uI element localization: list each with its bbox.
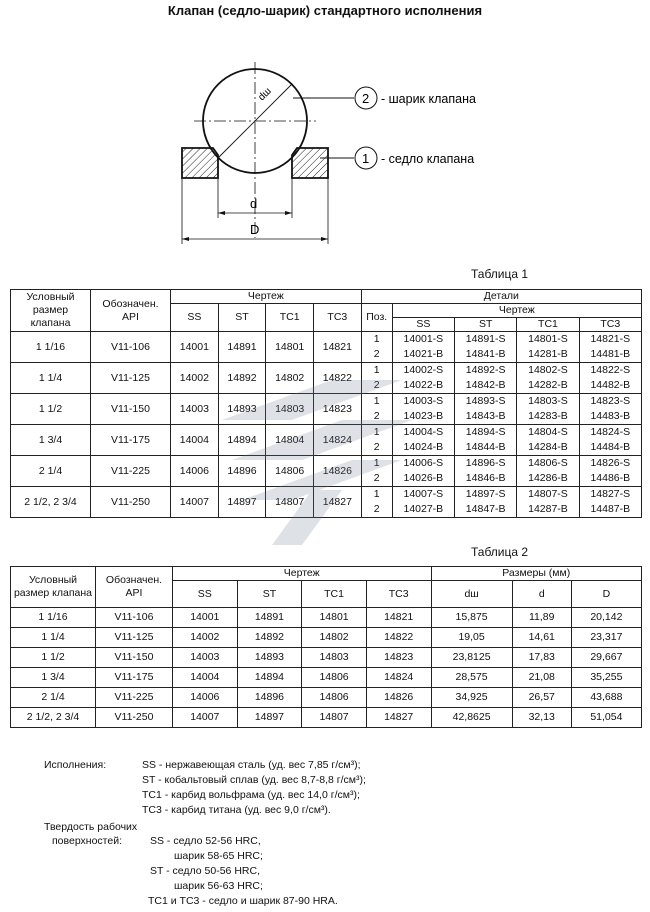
cell-ss: 14007: [171, 487, 219, 518]
cell-ss: 14007: [173, 708, 238, 728]
cell-size: 1 1/4: [11, 628, 96, 648]
cell-size: 1 1/2: [11, 394, 91, 425]
cell-detail-st: [455, 332, 517, 363]
versions-label: Исполнения:: [44, 759, 107, 771]
header-size: Условный размер клапана: [11, 290, 91, 332]
cell-st: 14897: [237, 708, 302, 728]
cell-detail-tc1: [517, 487, 579, 518]
cell-size: 2 1/2, 2 3/4: [11, 708, 96, 728]
header-st: ST: [237, 581, 302, 608]
cell-pos-line: 1: [373, 457, 380, 469]
cell-detail-ss-line: 14026-B: [403, 472, 444, 484]
cell-detail-ss-line: 14007-S: [403, 488, 444, 500]
cell-tc1: 14802: [266, 363, 314, 394]
cell-st: 14894: [218, 425, 266, 456]
cell-pos: [361, 332, 392, 363]
cell-api: V11-125: [96, 628, 173, 648]
cell-detail-st-line: 14897-S: [465, 488, 506, 500]
cell-api: V11-250: [91, 487, 171, 518]
hardness-tc: TC1 и TC3 - седло и шарик 87-90 HRA.: [148, 895, 338, 907]
cell-detail-tc3-line: 14484-B: [590, 441, 631, 453]
header-drawing: Чертеж: [171, 290, 362, 304]
header-ss: SS: [173, 581, 238, 608]
cell-detail-st: [455, 456, 517, 487]
cell-st: 14896: [237, 688, 302, 708]
header-tc1: TC1: [266, 304, 314, 332]
cell-detail-ss-line: 14023-B: [403, 410, 444, 422]
table-row: [11, 688, 642, 708]
cell-detail-st-line: 14842-B: [465, 379, 506, 391]
cell-D: 29,667: [571, 648, 641, 668]
header-details-drawing: Чертеж: [392, 304, 641, 318]
cell-st: 14892: [218, 363, 266, 394]
cell-detail-st-line: 14847-B: [465, 503, 506, 515]
cell-size: 2 1/2, 2 3/4: [11, 487, 91, 518]
header-detail-tc1: TC1: [517, 318, 579, 332]
cell-pos-line: 2: [373, 472, 380, 484]
cell-tc3: 14827: [366, 708, 431, 728]
cell-D: 23,317: [571, 628, 641, 648]
cell-pos: [361, 394, 392, 425]
cell-tc1: 14806: [302, 688, 367, 708]
cell-detail-ss-line: 14001-S: [403, 333, 444, 345]
cell-api: V11-106: [96, 608, 173, 628]
table-row: [11, 648, 642, 668]
cell-tc1: 14807: [266, 487, 314, 518]
table-row: [11, 394, 642, 425]
cell-tc1: 14801: [302, 608, 367, 628]
cell-dw: 19,05: [431, 628, 512, 648]
cell-api: V11-250: [96, 708, 173, 728]
table-row: [11, 425, 642, 456]
table-row: [11, 487, 642, 518]
cell-size: 2 1/4: [11, 456, 91, 487]
cell-detail-tc3: [579, 363, 641, 394]
cell-api: V11-150: [91, 394, 171, 425]
cell-detail-tc3-line: 14486-B: [590, 472, 631, 484]
cell-detail-tc3-line: 14826-S: [590, 457, 631, 469]
cell-detail-st-line: 14892-S: [465, 364, 506, 376]
cell-ss: 14006: [171, 456, 219, 487]
header-dims: Размеры (мм): [431, 567, 642, 581]
cell-detail-ss: [392, 363, 454, 394]
cell-tc1: 14802: [302, 628, 367, 648]
cell-d: 26,57: [512, 688, 571, 708]
label-d: d: [250, 196, 258, 211]
cell-D: 43,688: [571, 688, 641, 708]
table-row: [11, 456, 642, 487]
cell-detail-tc3-line: 14821-S: [590, 333, 631, 345]
cell-tc3: 14824: [314, 425, 362, 456]
cell-api: V11-175: [91, 425, 171, 456]
cell-d: 32,13: [512, 708, 571, 728]
cell-st: 14893: [237, 648, 302, 668]
cell-d: 17,83: [512, 648, 571, 668]
cell-ss: 14003: [171, 394, 219, 425]
cell-detail-ss-line: 14022-B: [403, 379, 444, 391]
cell-detail-st: [455, 363, 517, 394]
cell-pos: [361, 487, 392, 518]
cell-detail-tc3-line: 14481-B: [590, 348, 631, 360]
cell-detail-tc3: [579, 487, 641, 518]
cell-detail-tc1-line: 14803-S: [528, 395, 568, 407]
cell-d: 11,89: [512, 608, 571, 628]
header-D: D: [571, 581, 641, 608]
hardness-st-ball: шарик 56-63 HRC;: [174, 880, 263, 892]
cell-pos: [361, 456, 392, 487]
table-2: [10, 566, 642, 728]
cell-detail-st: [455, 394, 517, 425]
cell-dw: 34,925: [431, 688, 512, 708]
cell-detail-tc1-line: 14801-S: [528, 333, 568, 345]
cell-detail-tc1: [517, 456, 579, 487]
cell-detail-tc1-line: 14287-B: [528, 503, 568, 515]
version-tc3: TC3 - карбид титана (уд. вес 9,0 г/см³).: [142, 804, 331, 816]
cell-tc1: 14803: [302, 648, 367, 668]
cell-detail-st-line: 14896-S: [465, 457, 506, 469]
cell-detail-tc1-line: 14281-B: [528, 348, 568, 360]
hardness-label-2: поверхностей:: [52, 835, 122, 847]
cell-api: V11-125: [91, 363, 171, 394]
cell-detail-tc3-line: 14822-S: [590, 364, 631, 376]
cell-st: 14892: [237, 628, 302, 648]
cell-ss: 14002: [173, 628, 238, 648]
cell-detail-tc3-line: 14483-B: [590, 410, 631, 422]
header-st: ST: [218, 304, 266, 332]
cell-api: V11-225: [91, 456, 171, 487]
header-drawing: Чертеж: [173, 567, 432, 581]
cell-st: 14891: [218, 332, 266, 363]
cell-D: 20,142: [571, 608, 641, 628]
cell-dw: 28,575: [431, 668, 512, 688]
seat-left: [182, 148, 218, 178]
cell-size: 1 3/4: [11, 425, 91, 456]
cell-size: 1 1/16: [11, 332, 91, 363]
callout-1-text: - седло клапана: [381, 152, 475, 166]
header-pos: Поз.: [361, 304, 392, 332]
cell-detail-ss: [392, 456, 454, 487]
cell-detail-tc3: [579, 456, 641, 487]
cell-pos-line: 2: [373, 348, 380, 360]
header-ss: SS: [171, 304, 219, 332]
cell-detail-st-line: 14846-B: [465, 472, 506, 484]
cell-ss: 14001: [171, 332, 219, 363]
cell-size: 1 1/16: [11, 608, 96, 628]
cell-detail-ss-line: 14027-B: [403, 503, 444, 515]
cell-detail-st-line: 14893-S: [465, 395, 506, 407]
cell-detail-tc3: [579, 425, 641, 456]
table2-caption: Таблица 2: [471, 545, 529, 559]
cell-detail-tc3-line: 14827-S: [590, 488, 631, 500]
callout-2-number: 2: [362, 91, 370, 106]
cell-tc3: 14823: [314, 394, 362, 425]
hardness-label-1: Твердость рабочих: [44, 821, 138, 833]
cell-ss: 14004: [173, 668, 238, 688]
cell-pos-line: 1: [373, 426, 380, 438]
cell-detail-ss-line: 14002-S: [403, 364, 444, 376]
cell-detail-tc1-line: 14807-S: [528, 488, 568, 500]
version-tc1: TC1 - карбид вольфрама (уд. вес 14,0 г/см³);: [142, 789, 360, 801]
valve-diagram: [170, 58, 500, 248]
cell-detail-tc1: [517, 332, 579, 363]
cell-detail-tc1-line: 14286-B: [528, 472, 568, 484]
cell-pos: [361, 363, 392, 394]
cell-dw: 15,875: [431, 608, 512, 628]
cell-dw: 42,8625: [431, 708, 512, 728]
cell-st: 14893: [218, 394, 266, 425]
cell-detail-tc3: [579, 394, 641, 425]
cell-detail-tc3: [579, 332, 641, 363]
cell-tc1: 14801: [266, 332, 314, 363]
version-ss: SS - нержавеющая сталь (уд. вес 7,85 г/см³);: [142, 759, 361, 771]
cell-st: 14896: [218, 456, 266, 487]
table-row: [11, 363, 642, 394]
table-row: [11, 668, 642, 688]
cell-tc3: 14827: [314, 487, 362, 518]
cell-detail-tc1: [517, 425, 579, 456]
hardness-st-seat: ST - седло 50-56 HRC,: [150, 865, 260, 877]
hardness-ss-seat: SS - седло 52-56 HRC,: [150, 835, 261, 847]
cell-detail-ss-line: 14004-S: [403, 426, 444, 438]
cell-api: V11-106: [91, 332, 171, 363]
callout-2-text: - шарик клапана: [381, 92, 476, 106]
cell-detail-st-line: 14891-S: [465, 333, 506, 345]
cell-detail-tc1-line: 14284-B: [528, 441, 568, 453]
cell-D: 51,054: [571, 708, 641, 728]
header-api: Обозначен. API: [91, 290, 171, 332]
cell-size: 1 1/2: [11, 648, 96, 668]
cell-detail-ss: [392, 425, 454, 456]
cell-tc3: 14822: [314, 363, 362, 394]
cell-st: 14897: [218, 487, 266, 518]
table1-caption: Таблица 1: [471, 267, 529, 281]
cell-size: 1 1/4: [11, 363, 91, 394]
cell-tc3: 14821: [314, 332, 362, 363]
cell-st: 14891: [237, 608, 302, 628]
table-row: [11, 708, 642, 728]
cell-detail-st-line: 14841-B: [465, 348, 506, 360]
cell-d: 14,61: [512, 628, 571, 648]
table-row: [11, 608, 642, 628]
header-api: Обозначен. API: [96, 567, 173, 608]
cell-tc1: 14803: [266, 394, 314, 425]
cell-d: 21,08: [512, 668, 571, 688]
header-tc3: TC3: [314, 304, 362, 332]
table-row: [11, 332, 642, 363]
cell-pos-line: 1: [373, 395, 380, 407]
header-detail-tc3: TC3: [579, 318, 641, 332]
seat-right: [292, 148, 328, 178]
cell-detail-tc1: [517, 394, 579, 425]
cell-ss: 14004: [171, 425, 219, 456]
cell-pos-line: 2: [373, 410, 380, 422]
cell-tc3: 14826: [366, 688, 431, 708]
label-D: D: [250, 222, 260, 237]
table-1: [10, 289, 642, 518]
page-title: Клапан (седло-шарик) стандартного исполнения: [167, 3, 483, 18]
table-row: [11, 628, 642, 648]
cell-tc1: 14804: [266, 425, 314, 456]
cell-pos-line: 2: [373, 379, 380, 391]
cell-detail-tc1-line: 14802-S: [528, 364, 568, 376]
cell-detail-tc3-line: 14824-S: [590, 426, 631, 438]
cell-tc3: 14826: [314, 456, 362, 487]
cell-st: 14894: [237, 668, 302, 688]
cell-detail-st-line: 14894-S: [465, 426, 506, 438]
cell-api: V11-150: [96, 648, 173, 668]
cell-detail-tc1-line: 14283-B: [528, 410, 568, 422]
cell-tc1: 14807: [302, 708, 367, 728]
cell-size: 2 1/4: [11, 688, 96, 708]
cell-api: V11-175: [96, 668, 173, 688]
header-d: d: [512, 581, 571, 608]
cell-detail-st: [455, 487, 517, 518]
header-size: Условный размер клапана: [11, 567, 96, 608]
cell-ss: 14006: [173, 688, 238, 708]
cell-pos-line: 2: [373, 441, 380, 453]
cell-D: 35,255: [571, 668, 641, 688]
cell-detail-ss-line: 14006-S: [403, 457, 444, 469]
cell-detail-st-line: 14844-B: [465, 441, 506, 453]
cell-detail-tc3-line: 14823-S: [590, 395, 631, 407]
cell-ss: 14003: [173, 648, 238, 668]
cell-tc3: 14823: [366, 648, 431, 668]
cell-detail-ss-line: 14024-B: [403, 441, 444, 453]
cell-detail-st-line: 14843-B: [465, 410, 506, 422]
cell-size: 1 3/4: [11, 668, 96, 688]
cell-pos-line: 2: [373, 503, 380, 515]
header-tc1: TC1: [302, 581, 367, 608]
cell-ss: 14002: [171, 363, 219, 394]
callout-1-number: 1: [362, 151, 370, 166]
cell-detail-tc3-line: 14487-B: [590, 503, 631, 515]
cell-detail-st: [455, 425, 517, 456]
cell-detail-tc1-line: 14806-S: [528, 457, 568, 469]
cell-detail-tc1-line: 14804-S: [528, 426, 568, 438]
cell-pos: [361, 425, 392, 456]
cell-detail-ss: [392, 394, 454, 425]
cell-pos-line: 1: [373, 333, 380, 345]
cell-pos-line: 1: [373, 488, 380, 500]
cell-tc3: 14822: [366, 628, 431, 648]
cell-detail-ss: [392, 487, 454, 518]
version-st: ST - кобальтовый сплав (уд. вес 8,7-8,8 г/см³);: [142, 774, 366, 786]
cell-tc1: 14806: [266, 456, 314, 487]
header-tc3: TC3: [366, 581, 431, 608]
cell-tc3: 14821: [366, 608, 431, 628]
cell-detail-tc1-line: 14282-B: [528, 379, 568, 391]
cell-ss: 14001: [173, 608, 238, 628]
header-detail-ss: SS: [392, 318, 454, 332]
label-dw: dш: [256, 85, 274, 104]
header-details: Детали: [361, 290, 641, 304]
cell-detail-tc1: [517, 363, 579, 394]
cell-tc1: 14806: [302, 668, 367, 688]
cell-pos-line: 1: [373, 364, 380, 376]
cell-api: V11-225: [96, 688, 173, 708]
hardness-ss-ball: шарик 58-65 HRC;: [174, 850, 263, 862]
cell-dw: 23,8125: [431, 648, 512, 668]
cell-detail-ss-line: 14003-S: [403, 395, 444, 407]
cell-detail-ss-line: 14021-B: [403, 348, 444, 360]
cell-tc3: 14824: [366, 668, 431, 688]
header-detail-st: ST: [455, 318, 517, 332]
cell-detail-ss: [392, 332, 454, 363]
cell-detail-tc3-line: 14482-B: [590, 379, 631, 391]
header-dw: dш: [431, 581, 512, 608]
